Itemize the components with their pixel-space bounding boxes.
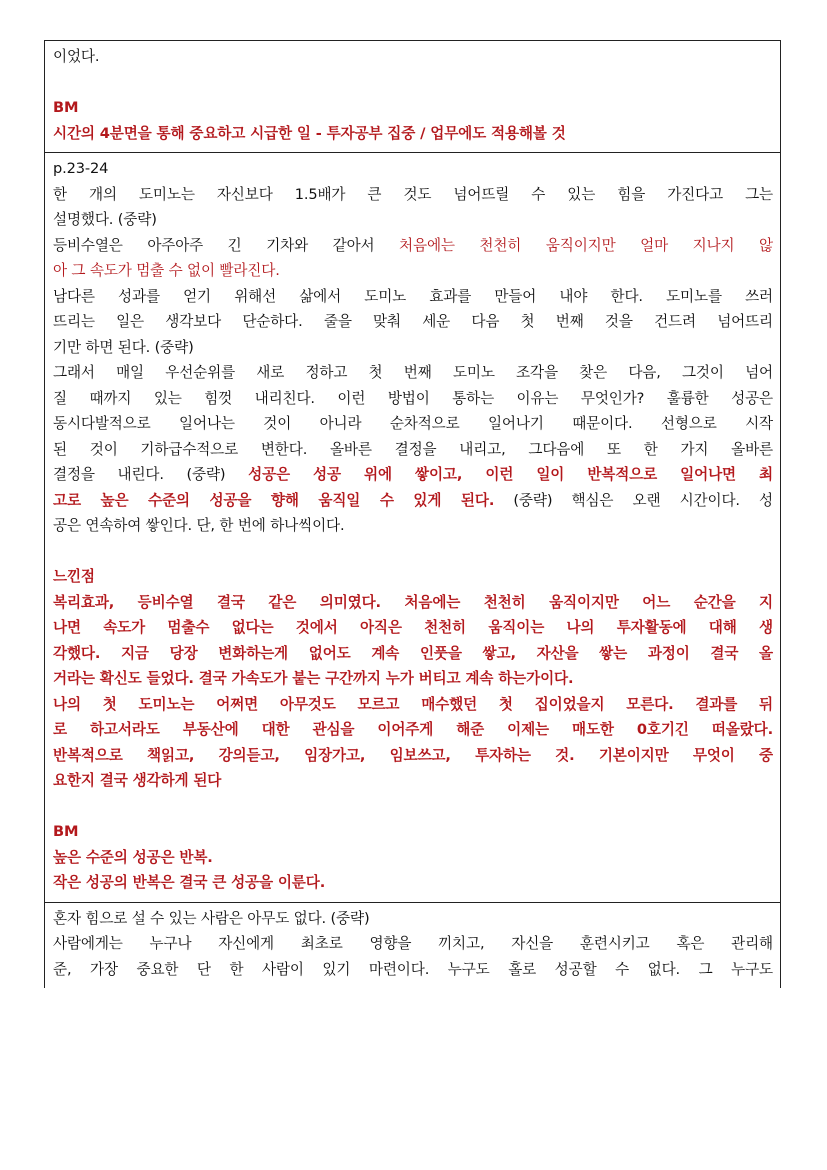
- quote-plain: 결정을 내린다. (중략): [53, 466, 249, 483]
- quote-line: 사람에게는 누구나 자신에게 최초로 영향을 끼치고, 자신을 훈련시키고 혹은 관리해: [53, 935, 773, 952]
- section-domino-quote: [45, 153, 780, 903]
- section-mentor-quote: [45, 903, 780, 989]
- continued-text: 이었다.: [53, 48, 100, 65]
- quote-line: 뜨리는 일은 생각보다 단순하다. 줄을 맞춰 세운 다음 첫 번째 것을 건드려 넘어뜨리: [53, 313, 773, 330]
- quote-line: 된 것이 기하급수적으로 변한다. 올바른 결정을 내리고, 그다음에 또 한 가지 올바른: [53, 440, 773, 458]
- quote-line: 기만 하면 된다. (중략): [53, 338, 194, 356]
- quote-line: 공은 연속하여 쌓인다. 단, 한 번에 하나씩이다.: [53, 517, 345, 534]
- quote-highlight-line: 아 그 속도가 멈출 수 없이 빨라진다.: [53, 262, 280, 279]
- feeling-line: 복리효과, 등비수열 결국 같은 의미였다. 처음에는 천천히 움직이지만 어느 순간을 지: [53, 593, 773, 611]
- document-table: [44, 40, 781, 988]
- page-reference: p.23-24: [53, 160, 109, 177]
- bm-text: 시간의 4분면을 통해 중요하고 시급한 일 - 투자공부 집중 / 업무에도 적용해볼 것: [53, 124, 566, 142]
- quote-line: [53, 462, 773, 488]
- quote-line: [53, 488, 773, 514]
- spacer: [53, 794, 773, 820]
- quote-highlight: 처음에는 천천히 움직이지만 얼마 지나지 않: [399, 236, 773, 254]
- bm-heading: BM: [53, 823, 79, 840]
- feeling-line: 로 하고서라도 부동산에 대한 관심을 이어주게 해준 이제는 매도한 0호기긴 떠올랐다.: [53, 721, 773, 738]
- feeling-heading: 느낀점: [53, 568, 95, 585]
- feeling-line: 요한지 결국 생각하게 된다: [53, 772, 222, 789]
- bm-line: 작은 성공의 반복은 결국 큰 성공을 이룬다.: [53, 874, 326, 891]
- feeling-line: 나의 첫 도미노는 어쩌면 아무것도 모르고 매수했던 첫 집이었을지 모른다. 결과를 뒤: [53, 695, 773, 713]
- feeling-line: 각했다. 지금 당장 변화하는게 없어도 계속 인풋을 쌓고, 자산을 쌓는 과정이 결국 올: [53, 644, 773, 662]
- spacer: [53, 539, 773, 565]
- quote-line: 그래서 매일 우선순위를 새로 정하고 첫 번째 도미노 조각을 찾은 다음, 그것이 넘어: [53, 364, 773, 381]
- quote-line: 남다른 성과를 얻기 위해선 삶에서 도미노 효과를 만들어 내야 한다. 도미노를 쓰러: [53, 287, 773, 305]
- bm-heading: BM: [53, 99, 79, 116]
- bm-line: 높은 수준의 성공은 반복.: [53, 848, 213, 866]
- quote-plain: 등비수열은 아주아주 긴 기차와 같아서: [53, 236, 400, 254]
- quote-line: 혼자 힘으로 설 수 있는 사람은 아무도 없다. (중략): [53, 909, 370, 927]
- quote-highlight: 고로 높은 수준의 성공을 향해 움직일 수 있게 된다.: [53, 491, 495, 509]
- feeling-line: 나면 속도가 멈출수 없다는 것에서 아직은 천천히 움직이는 나의 투자활동에 대해 생: [53, 619, 773, 636]
- quote-line: 한 개의 도미노는 자신보다 1.5배가 큰 것도 넘어뜨릴 수 있는 힘을 가진다고 그는: [53, 185, 773, 203]
- spacer: [53, 70, 773, 96]
- feeling-line: 거라는 확신도 들었다. 결국 가속도가 붙는 구간까지 누가 버티고 계속 하는가이다.: [53, 670, 574, 687]
- quote-line: 준, 가장 중요한 단 한 사람이 있기 마련이다. 누구도 홀로 성공할 수 없다. 그 누구도: [53, 960, 773, 978]
- quote-line: 질 때까지 있는 힘껏 내리친다. 이런 방법이 통하는 이유는 무엇인가? 훌륭한 성공은: [53, 389, 773, 407]
- quote-line: 설명했다. (중략): [53, 211, 157, 228]
- quote-highlight: 성공은 성공 위에 쌓이고, 이런 일이 반복적으로 일어나면 최: [248, 466, 773, 483]
- quote-line: 동시다발적으로 일어나는 것이 아니라 순차적으로 일어나기 때문이다. 선형으로 시작: [53, 415, 773, 432]
- quote-line: [53, 233, 773, 259]
- quote-plain: (중략) 핵심은 오랜 시간이다. 성: [494, 491, 773, 509]
- section-bm-time-quadrant: [45, 41, 780, 153]
- feeling-line: 반복적으로 책읽고, 강의듣고, 임장가고, 임보쓰고, 투자하는 것. 기본이지만 무엇이 중: [53, 746, 773, 764]
